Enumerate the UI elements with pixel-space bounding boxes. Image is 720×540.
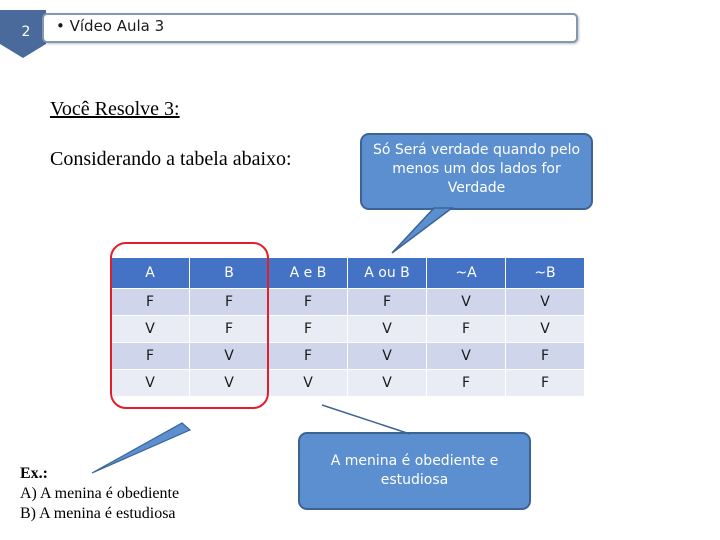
- callout-or-explanation: Só Será verdade quando pelo menos um dos lados for Verdade: [360, 133, 593, 210]
- header-cell-a-and-b: A e B: [269, 258, 348, 289]
- table-cell: V: [190, 343, 269, 370]
- header-cell-a-or-b: A ou B: [348, 258, 427, 289]
- table-cell: F: [111, 343, 190, 370]
- header-title: • Vídeo Aula 3: [56, 17, 165, 35]
- example-block: [20, 464, 179, 524]
- table-cell: V: [348, 343, 427, 370]
- header-cell-a: A: [111, 258, 190, 289]
- table-cell: V: [427, 343, 506, 370]
- table-cell: F: [427, 316, 506, 343]
- table-cell: V: [269, 370, 348, 397]
- table-cell: F: [190, 316, 269, 343]
- example-line-a: A) A menina é obediente: [20, 485, 180, 502]
- table-cell: F: [111, 289, 190, 316]
- example-title: Ex.:: [20, 465, 48, 482]
- table-cell: V: [506, 289, 585, 316]
- intro-text: Considerando a tabela abaixo:: [50, 148, 292, 170]
- top-callout-pointer: [392, 208, 452, 253]
- header-cell-b: B: [190, 258, 269, 289]
- callout-and-example: A menina é obediente e estudiosa: [298, 432, 531, 510]
- table-cell: V: [111, 316, 190, 343]
- table-cell: V: [111, 370, 190, 397]
- highlight-frame: [110, 242, 269, 409]
- table-cell: F: [348, 289, 427, 316]
- table-cell: V: [348, 370, 427, 397]
- table-cell: V: [506, 316, 585, 343]
- table-cell: V: [348, 316, 427, 343]
- table-cell: F: [269, 316, 348, 343]
- table-cell: F: [269, 289, 348, 316]
- slide-number: 2: [21, 24, 31, 40]
- table-cell: F: [427, 370, 506, 397]
- table-cell: F: [506, 343, 585, 370]
- header-cell-not-a: ~A: [427, 258, 506, 289]
- header-cell-not-b: ~B: [506, 258, 585, 289]
- table-cell: V: [190, 370, 269, 397]
- table-cell: F: [506, 370, 585, 397]
- table-cell: F: [190, 289, 269, 316]
- table-cell: F: [269, 343, 348, 370]
- table-cell: V: [427, 289, 506, 316]
- example-line-b: B) A menina é estudiosa: [20, 505, 176, 522]
- section-subtitle: Você Resolve 3:: [50, 98, 180, 120]
- bottom-callout-pointer: [322, 405, 410, 434]
